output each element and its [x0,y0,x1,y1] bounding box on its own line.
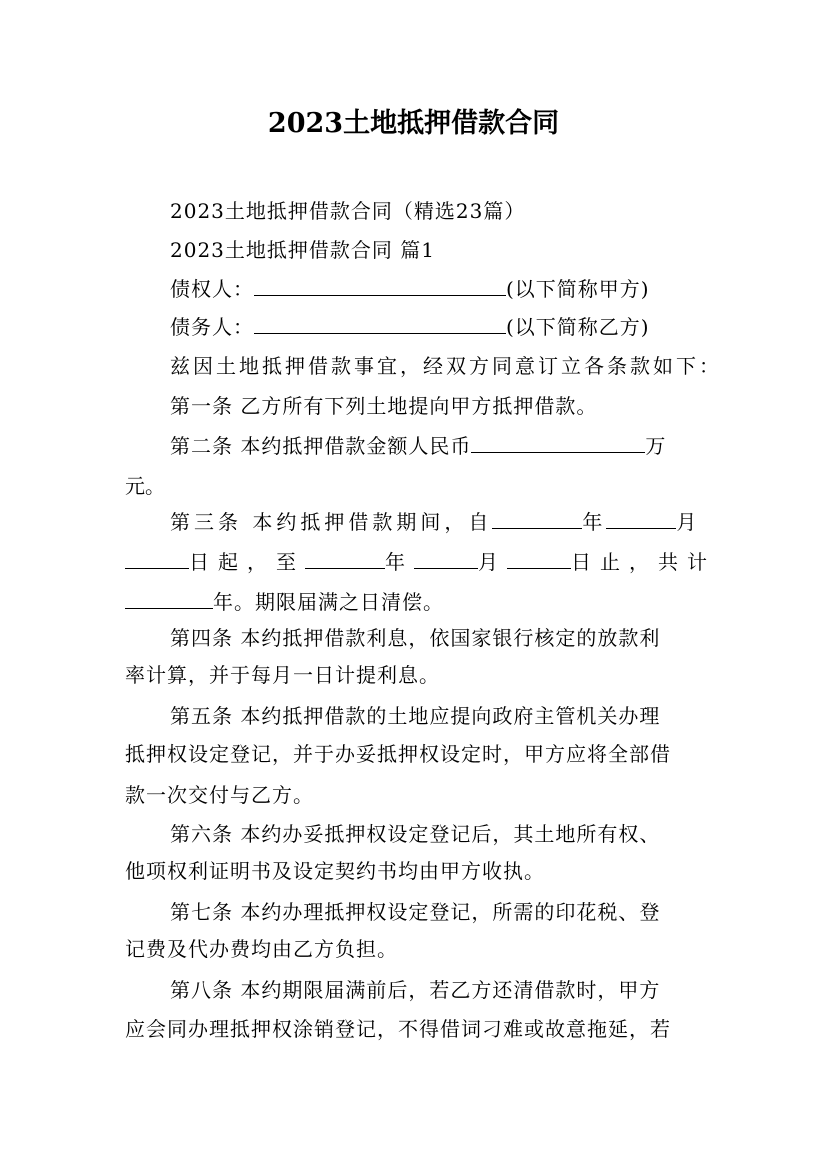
start-day-blank [125,548,189,569]
article-1: 第一条 乙方所有下列土地提向甲方抵押借款。 [170,394,598,418]
debtor-line [170,313,650,341]
start-month-blank [606,508,676,529]
start-year-blank [492,508,582,529]
debtor-suffix: (以下简称乙方) [506,315,650,339]
end-day-blank [507,548,571,569]
day-end-label: 日止，共计 [571,550,716,574]
total-years-blank [125,588,213,609]
amount-blank [471,432,645,453]
article-3-line-3 [125,588,444,616]
article-7-line-2: 记费及代办费均由乙方负担。 [125,937,398,961]
article-2-text: 第二条 本约抵押借款金额人民币 [170,434,472,458]
article-3-line-1 [170,508,700,536]
article-8-line-1: 第八条 本约期限届满前后，若乙方还清借款时，甲方 [170,978,661,1002]
article-5-line-2: 抵押权设定登记，并于办妥抵押权设定时，甲方应将全部借 [125,742,671,766]
article-4-line-1: 第四条 本约抵押借款利息，依国家银行核定的放款利 [170,626,661,650]
intro-paragraph: 兹因土地抵押借款事宜，经双方同意订立各条款如下： [170,354,722,378]
article-4-line-2: 率计算，并于每月一日计提利息。 [125,663,440,687]
article-8-line-2: 应会同办理抵押权涂销登记，不得借词刁难或故意拖延，若 [125,1017,671,1041]
article-5-line-3: 款一次交付与乙方。 [125,783,314,807]
year-label-2: 年 [385,550,414,574]
document-title: 2023土地抵押借款合同 [267,108,560,139]
creditor-line [170,275,650,303]
end-year-blank [305,548,385,569]
article-3-text: 第三条 本约抵押借款期间，自 [170,510,493,534]
month-label-2: 月 [478,550,507,574]
creditor-label: 债权人： [170,277,254,301]
article-3-end-text: 年。期限届满之日清偿。 [213,590,444,614]
article-2-unit: 万 [645,434,667,458]
subtitle-line: 2023土地抵押借款合同（精选23篇） [170,199,526,223]
article-2-line-2: 元。 [125,474,165,498]
article-6-line-1: 第六条 本约办妥抵押权设定登记后，其土地所有权、 [170,822,661,846]
debtor-blank [254,313,506,334]
creditor-blank [254,275,506,296]
article-3-line-2 [125,548,716,576]
article-5-line-1: 第五条 本约抵押借款的土地应提向政府主管机关办理 [170,704,661,728]
article-2-line-1 [170,432,666,460]
debtor-label: 债务人： [170,315,254,339]
article-7-line-1: 第七条 本约办理抵押权设定登记，所需的印花税、登 [170,900,661,924]
end-month-blank [414,548,478,569]
year-label: 年 [582,510,607,534]
section-heading: 2023土地抵押借款合同 篇1 [170,238,435,262]
creditor-suffix: (以下简称甲方) [506,277,650,301]
article-6-line-2: 他项权利证明书及设定契约书均由甲方收执。 [125,859,545,883]
month-label: 月 [676,510,701,534]
day-start-label: 日起，至 [189,550,305,574]
